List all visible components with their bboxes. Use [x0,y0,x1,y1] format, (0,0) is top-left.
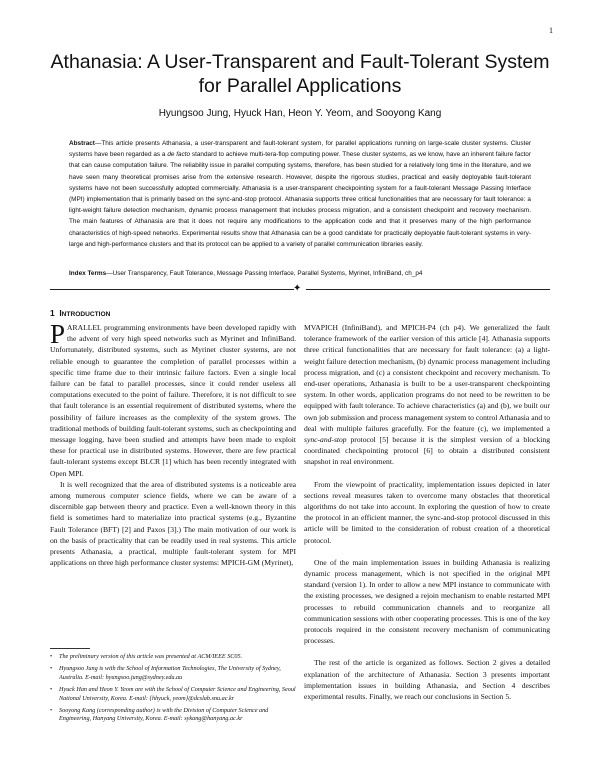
title-line-2: for Parallel Applications [198,75,402,97]
paper-title [50,50,550,98]
right-paragraph-2: From the viewpoint of practicality, implementation issues depicted in later sections reveal measures taken to overcome many obstacles that theoretical algorithms do not take into account. In exploring the question of how to create the protocol in an efficient manner, the sync-and-stop protocol discussed in this article will be limited to the consideration of robust creation of a theoretical protocol. [304,479,550,545]
index-terms [69,268,531,279]
intro-smallcaps: ARALLEL [67,323,102,332]
footnote-item [50,665,296,682]
index-terms-text: —User Transparency, Fault Tolerance, Message Passing Interface, Parallel Systems, Myrinet, InfiniBand, ch_p4 [106,270,423,277]
footnote-text: Sooyong Kang (corresponding author) is with the Division of Computer Science and Engineering, Hanyang University, Korea. E-mail: sykang@hanyang.ac.kr [59,707,269,723]
footnote-rule [50,648,90,649]
footnote-item [50,686,296,703]
footnote-item [50,707,296,724]
intro-paragraph-2: It is well recognized that the area of distributed systems is a noticeable area among numerous computer science fields, where we can be aware of a discernible gap between theory and practice. Even a well-known theory in this field is sometimes hard to materialize into practical systems (e.g., Byzantine Fault Tolerance (BFT) [2] and Paxos [3].) The main motivation of our work is on the basis of practicality that can be readily used in real systems. This article presents Athanasia, a practical, multiple fault-tolerant system for MPI applications on three high performance cluster systems: MPICH-GM (Myrinet), [50,479,296,568]
right-paragraph-3: One of the main implementation issues in building Athanasia is realizing dynamic process management, which is not specified in the original MPI standard (version 1). In order to allow a new MPI instance to communicate with the existing processes, we designed a rejoin mechanism to enable restarted MPI processes to rebuild communication channels and to reorganize all communication sessions with other cooperating processes. This is one of the key protocols required in the consistent recovery mechanism of communicating processes. [304,557,550,646]
right-paragraph-1 [304,322,550,468]
abstract-text-a: —This article presents Athanasia, a user-transparent and fault-tolerant system, for parallel applications running on large-scale cluster systems. Cluster systems have been regarded as a [69,140,531,159]
page-number: 1 [549,26,553,35]
right-column [304,322,550,702]
divider-line-left [50,289,294,290]
section-divider [50,283,550,294]
intro-paragraph-1-text: programming environments have been developed rapidly with the advent of very high speed networks such as Myrinet and InfiniBand. Unfortunately, distributed systems, such as Myrinet cluster systems, are not reliable enough to guarantee the completion of parallel processes within a specific time frame due to their intrinsic failure factors. Even a single local failure can be fatal to parallel processes, since it could render useless all computations executed to the point of failure. Therefore, it is not difficult to see that fault tolerance is an essential requirement of distributed systems, where the possibility of failure increases as the complexity of the system grows. The traditional methods of building fault-tolerant systems, such as checkpointing and message logging, have been studied and attempts have been made to exploit these for practical use in distributed systems. However, there are few practical fault-tolerant systems except BLCR [1] which has been recently integrated with Open MPI. [50,323,296,478]
drop-cap: P [50,319,66,349]
left-column [50,319,296,568]
footnote-item [50,653,296,661]
intro-paragraph-1 [50,319,296,479]
bullet-icon: • [50,653,53,660]
abstract-text-italic: de facto [167,151,191,159]
bullet-icon: • [50,707,53,715]
bullet-icon: • [50,686,53,694]
abstract-label: Abstract [69,140,95,147]
right-paragraph-1-b: protocol [5] because it is the simplest version of a blocking coordinated checkpointing protocol [6] to obtain a distributed consistent snapshot in real environment. [304,435,550,467]
right-paragraph-4: The rest of the article is organized as follows. Section 2 gives a detailed explanation of the architecture of Athanasia. Section 3 presents important implementation issues in building Athanasia, and Section 4 describes experimental results. Finally, we reach our conclusions in Section 5. [304,658,550,702]
bullet-icon: • [50,665,53,673]
section-title-first: I [59,308,62,318]
footnote-text: Hyungsoo Jung is with the School of Information Technologies, The University of Sydney, Australia. E-mail: hyungsoo.jung@sydney.edu.au [59,665,281,681]
section-title-rest: NTRODUCTION [61,311,111,318]
title-line-1: Athanasia: A User-Transparent and Fault-Tolerant System [50,51,550,73]
footnote-text: The preliminary version of this article was presented at ACM/IEEE SC05. [59,653,243,660]
divider-line-right [306,289,550,290]
right-paragraph-1-italic: sync-and-stop [304,435,347,445]
right-paragraph-1-a: MVAPICH (InfiniBand), and MPICH-P4 (ch p4). We generalized the fault tolerance framework of the earlier version of this article [4]. Athanasia supports three critical functionalities that are necessary for fault tolerance: (a) a light-weight failure detection mechanism, (b) dynamic process management including process migration, and (c) a consistent checkpoint and recovery mechanism. To end-user operations, Athanasia is built to be a user-transparent checkpointing system. In other words, application programs do not need to be rewritten to be equipped with fault tolerance. To achieve characteristics (a) and (b), we built our own job submission and process management system to control Athanasia and to deal with multiple failures gracefully. For the feature (c), we implemented a [304,323,550,433]
section-heading [50,308,110,318]
abstract-text-b: standard to achieve multi-tera-flop computing power. These cluster systems, as we know, have an inherent failure factor that can cause computation failure. The reliability issue in parallel computing systems, therefore, has been studied for a relatively long time in the literature, and we have seen many theoretical promises arise from the extensive research. However, despite the rigorous studies, practical and easily deployable fault-tolerant systems have not been successfully adopted commercially. Athanasia is a user-transparent checkpointing system for a fault-tolerant Message Passing Interface (MPI) implementation that is primarily based on the sync-and-stop protocol. Athanasia supports three critical functionalities that are necessary for fault tolerance: a light-weight failure detection mechanism, dynamic process management that includes process migration, and a consistent checkpoint and recovery mechanism. The main features of Athanasia are that it does not require any modifications to the application code and that it preserves many of the high performance characteristics of high-speed networks. Experimental results show that Athanasia can be a good candidate for practically deployable fault-tolerant systems in very-large and high-performance clusters and that its protocol can be applied to a variety of parallel communication libraries easily. [69,151,531,248]
section-number: 1 [50,308,55,318]
footnote-text: Hyuck Han and Heon Y. Yeom are with the School of Computer Science and Engineering, Seoul National University, Korea. E-mail: {hhyuck, yeom}@dcslab.snu.ac.kr [59,686,296,702]
index-terms-label: Index Terms [69,270,107,277]
divider-star-icon: ✦ [293,283,302,294]
footnotes [50,653,296,728]
author-list: Hyungsoo Jung, Hyuck Han, Heon Y. Yeom, and Sooyong Kang [158,108,442,119]
abstract [69,138,531,250]
